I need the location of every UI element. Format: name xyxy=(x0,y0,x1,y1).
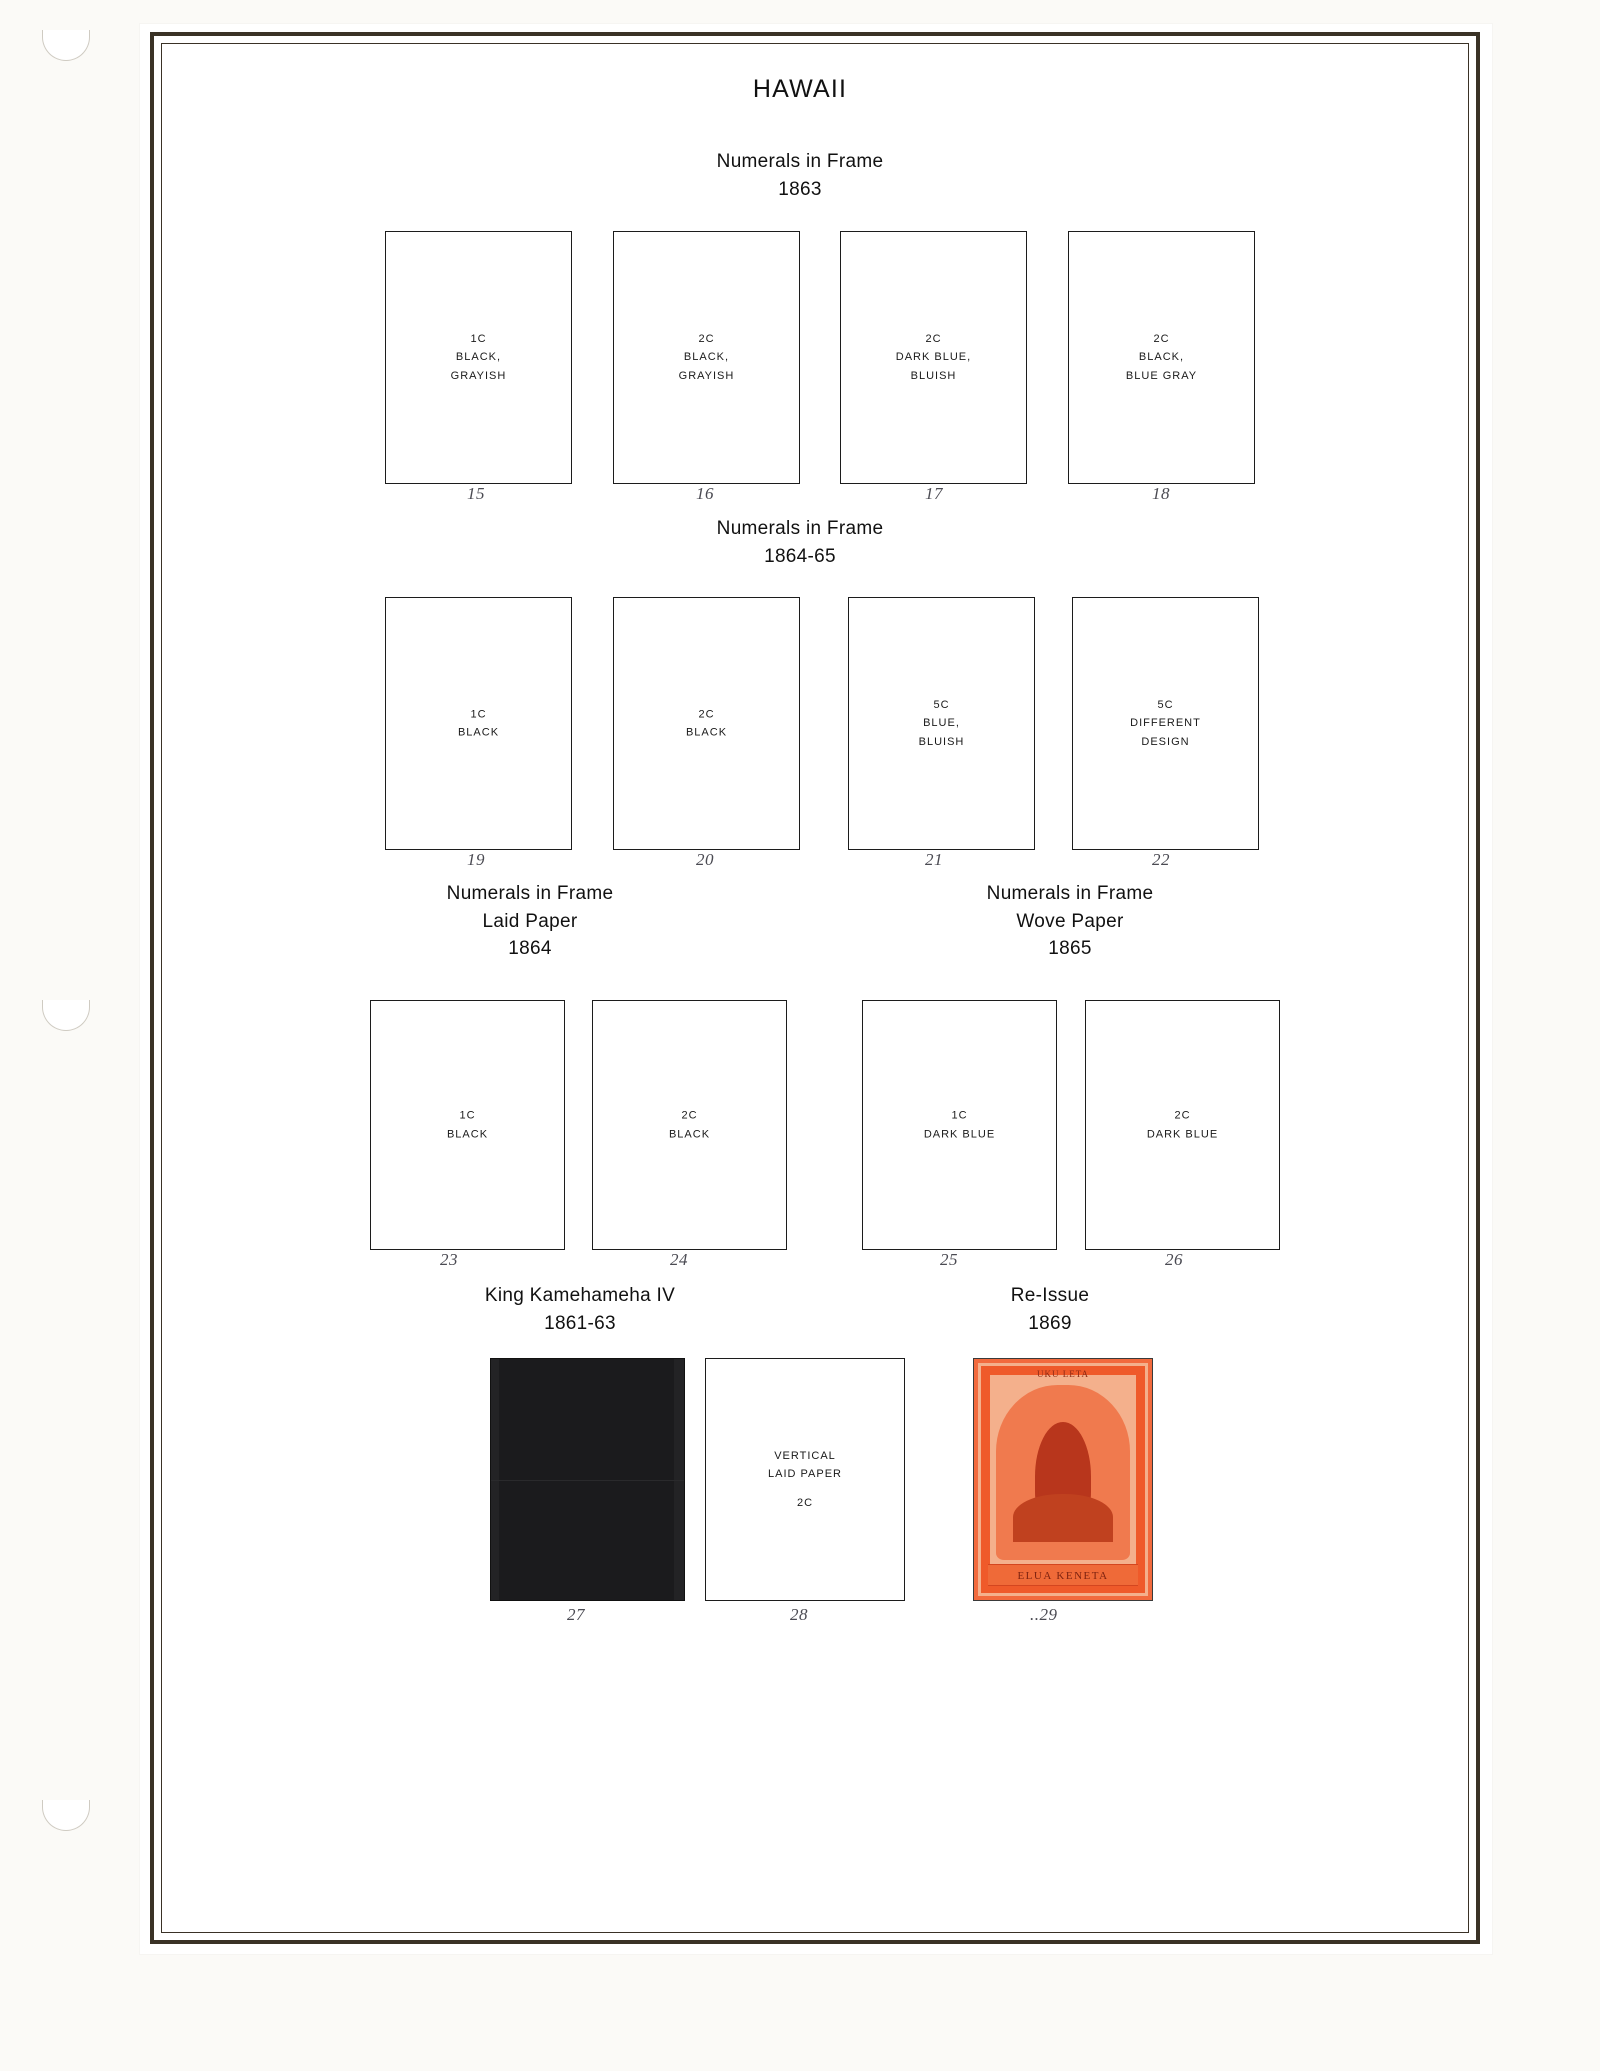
caption-line: 2C xyxy=(698,332,715,345)
stamp-slot-caption xyxy=(1073,695,1258,751)
caption-line: BLACK xyxy=(446,1128,489,1140)
stamp-slot-caption xyxy=(706,1446,904,1512)
caption-line: BLACK xyxy=(457,726,500,739)
stamp-slot-caption xyxy=(371,1106,564,1143)
caption-line: BLACK, xyxy=(683,351,730,364)
caption-line: 1C xyxy=(470,707,487,720)
caption-line: 1C xyxy=(470,332,487,345)
stamp-slot-caption xyxy=(614,705,799,742)
catalog-number: 18 xyxy=(1152,484,1170,503)
section-heading-line: 1863 xyxy=(778,178,822,200)
catalog-number: 23 xyxy=(440,1250,458,1269)
catalog-number: 20 xyxy=(696,850,714,869)
catalog-number: 26 xyxy=(1165,1250,1183,1269)
caption-line: BLACK, xyxy=(1138,351,1185,364)
stamp-slot[interactable] xyxy=(705,1358,905,1601)
catalog-number: 17 xyxy=(925,484,943,503)
caption-line: 2C xyxy=(796,1496,814,1509)
stamp-slot-caption xyxy=(386,705,571,742)
section-heading-wove-1865 xyxy=(840,880,1300,963)
caption-line: 2C xyxy=(698,707,715,720)
stamp-slot[interactable] xyxy=(1068,231,1255,484)
section-heading-laid-1864 xyxy=(300,880,760,963)
caption-line: 1C xyxy=(951,1109,968,1122)
caption-line: BLUISH xyxy=(918,735,965,748)
caption-line: DARK BLUE, xyxy=(895,351,972,364)
section-heading-line: Laid Paper xyxy=(482,910,578,932)
section-heading-line: 1865 xyxy=(1048,938,1092,960)
section-heading-line: Wove Paper xyxy=(1016,910,1124,932)
section-heading-line: King Kamehameha IV xyxy=(484,1285,676,1306)
section-heading-line: 1864 xyxy=(508,938,552,960)
mount-fold-line xyxy=(491,1480,684,1481)
stamp-slot[interactable] xyxy=(1085,1000,1280,1250)
caption-line: 5C xyxy=(1157,698,1174,711)
caption-line: 2C xyxy=(925,332,942,345)
section-heading-reissue xyxy=(880,1282,1220,1337)
king-portrait-shoulders xyxy=(1013,1494,1113,1542)
section-heading-line: 1861-63 xyxy=(544,1312,616,1334)
section-heading-numerals-1863 xyxy=(0,148,1600,203)
caption-line: BLUE GRAY xyxy=(1125,369,1198,382)
caption-line: GRAYISH xyxy=(678,369,735,382)
catalog-number: 28 xyxy=(790,1605,808,1624)
stamp-slot[interactable] xyxy=(613,231,800,484)
section-heading-line: 1869 xyxy=(1028,1312,1072,1334)
section-heading-line: 1864-65 xyxy=(764,545,836,567)
page-border-inner xyxy=(161,43,1469,1933)
stamp-slot-caption xyxy=(849,695,1034,751)
section-heading-line: Numerals in Frame xyxy=(986,883,1154,904)
stamp-slot-caption xyxy=(841,329,1026,385)
caption-line: BLUISH xyxy=(910,369,957,382)
catalog-number: 19 xyxy=(467,850,485,869)
stamp-slot[interactable] xyxy=(613,597,800,850)
page-title: HAWAII xyxy=(752,75,848,103)
section-heading-line: Numerals in Frame xyxy=(446,883,614,904)
caption-line: LAID PAPER xyxy=(768,1468,842,1481)
caption-line: DARK BLUE xyxy=(923,1128,996,1140)
stamp-slot-caption xyxy=(863,1106,1056,1143)
stamp-slot[interactable] xyxy=(385,231,572,484)
section-heading-line: Numerals in Frame xyxy=(716,151,884,172)
stamp-slot[interactable] xyxy=(592,1000,787,1250)
stamp-slot[interactable] xyxy=(840,231,1027,484)
catalog-number: 16 xyxy=(696,484,714,503)
stamp-slot[interactable] xyxy=(385,597,572,850)
stamp-bottom-inscription: ELUA KENETA xyxy=(1017,1570,1109,1582)
stamp-slot-caption xyxy=(1069,329,1254,385)
mounted-stamp-27[interactable] xyxy=(490,1358,685,1601)
caption-spacer xyxy=(706,1484,904,1494)
stamp-slot-caption xyxy=(386,329,571,385)
section-heading-line: Re-Issue xyxy=(1010,1285,1090,1306)
stamp-slot[interactable] xyxy=(848,597,1035,850)
catalog-number: ..29 xyxy=(1030,1605,1058,1624)
catalog-number: 27 xyxy=(567,1605,585,1624)
mounted-stamp-29[interactable] xyxy=(973,1358,1153,1601)
caption-line: 2C xyxy=(1174,1109,1191,1122)
catalog-number: 24 xyxy=(670,1250,688,1269)
caption-line: BLACK xyxy=(685,726,728,739)
caption-line: BLACK, xyxy=(455,351,502,364)
caption-line: 2C xyxy=(681,1109,698,1122)
section-heading-numerals-1864-65 xyxy=(0,515,1600,570)
stamp-slot-caption xyxy=(593,1106,786,1143)
caption-line: 5C xyxy=(933,698,950,711)
stamp-slot[interactable] xyxy=(862,1000,1057,1250)
stamp-slot[interactable] xyxy=(370,1000,565,1250)
stamp-slot[interactable] xyxy=(1072,597,1259,850)
caption-line: GRAYISH xyxy=(450,369,507,382)
caption-line: 1C xyxy=(459,1109,476,1122)
section-heading-line: Numerals in Frame xyxy=(716,518,884,539)
stamp-top-inscription: UKU LETA xyxy=(1036,1369,1090,1379)
stamp-slot-caption xyxy=(614,329,799,385)
caption-line: BLUE, xyxy=(923,717,960,730)
caption-line: BLACK xyxy=(668,1128,711,1140)
caption-line: DESIGN xyxy=(1141,735,1190,748)
caption-line: DIFFERENT xyxy=(1130,717,1201,730)
catalog-number: 15 xyxy=(467,484,485,503)
caption-line: 2C xyxy=(1153,332,1170,345)
caption-line: DARK BLUE xyxy=(1146,1128,1219,1140)
caption-line: VERTICAL xyxy=(774,1449,836,1462)
catalog-number: 25 xyxy=(940,1250,958,1269)
stamp-slot-caption xyxy=(1086,1106,1279,1143)
catalog-number: 21 xyxy=(925,850,943,869)
section-heading-kamehameha xyxy=(330,1282,830,1337)
catalog-number: 22 xyxy=(1152,850,1170,869)
